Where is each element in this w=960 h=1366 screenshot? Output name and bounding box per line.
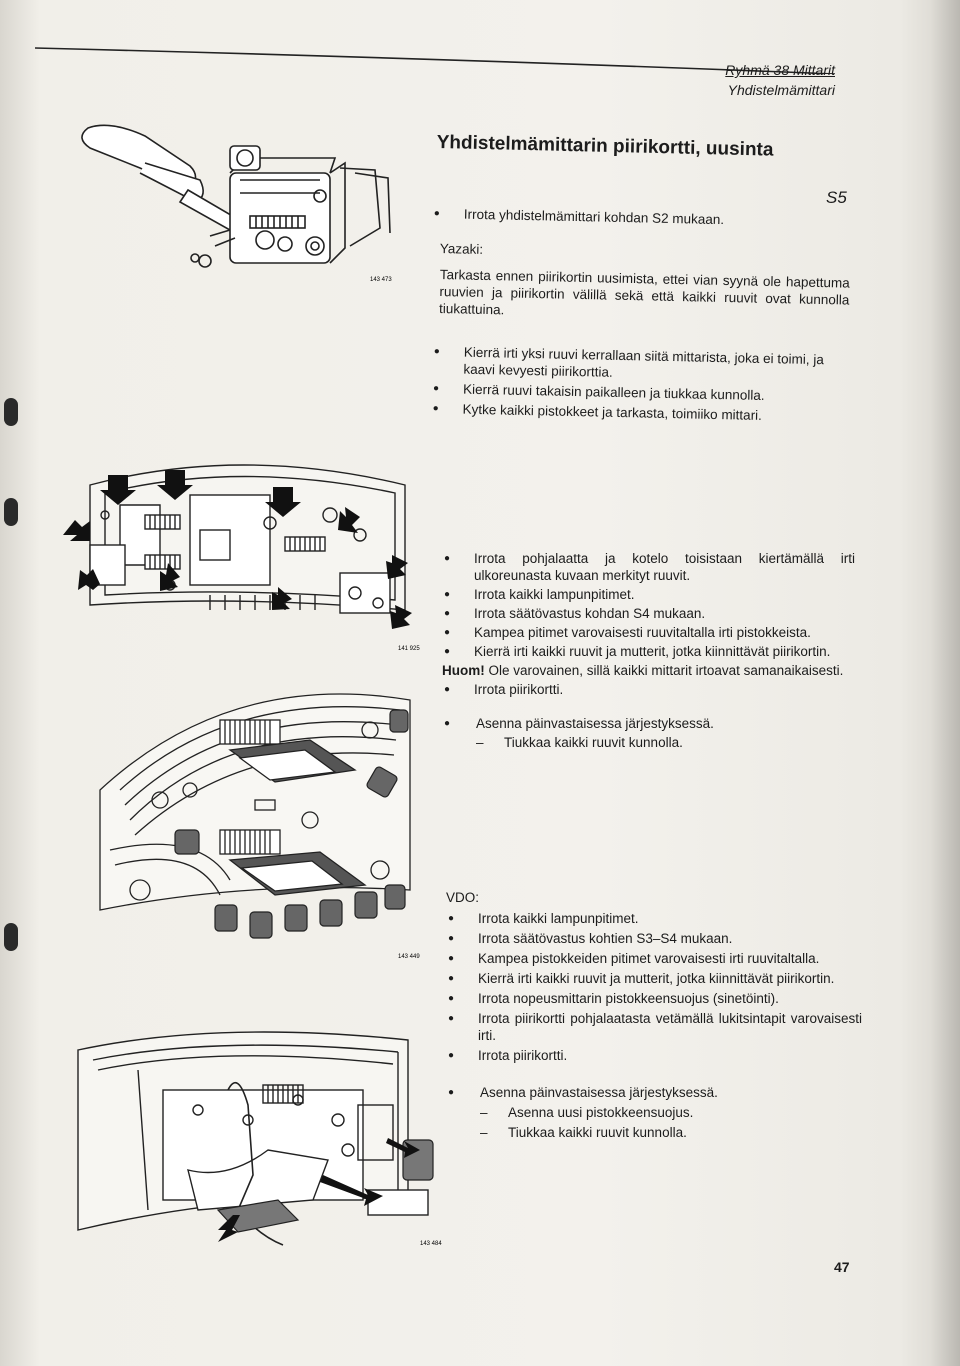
assemble-dash: – Asenna uusi pistokkeensuojus. [446,1104,862,1121]
assemble-item: ● Asenna päinvastaisessa järjestyksessä. [446,1084,862,1101]
list-item: ● Kierrä irti kaikki ruuvit ja mutterit, jotka kiinnittävät piirikortin. [446,970,862,987]
assemble-dash: – Tiukkaa kaikki ruuvit kunnolla. [442,734,855,751]
list-item: ● Irrota säätövastus kohdan S4 mukaan. [442,605,855,622]
punch-hole [4,398,18,426]
note-text: Ole varovainen, sillä kaikki mittarit irtoavat samanaikaisesti. [484,663,844,678]
header-rule [35,46,835,74]
figure-number: 143 484 [420,1241,442,1247]
vdo-label: VDO: [446,890,480,905]
list-item: ● Irrota kaikki lampunpitimet. [442,586,855,603]
figure-number: 143 449 [398,954,420,960]
assemble-item: ● Asenna päinvastaisessa järjestyksessä. [442,715,855,732]
list-item: ● Kierrä irti yksi ruuvi kerrallaan siitä mittarista, joka ei toimi, ja kaavi kevyesti piirikorttia. [431,343,852,386]
list-item: ● Kierrä ruuvi takaisin paikalleen ja tiukkaa kunnolla. [431,380,851,406]
list-item: ● Irrota piirikortti pohjalaatasta vetämällä lukitsintapit varovaisesti irti. [446,1010,862,1044]
list-item: ● Irrota piirikortti. [442,681,855,698]
note [442,662,855,679]
arrow-icon [63,520,90,541]
punch-hole [4,498,18,526]
list-item: ● Kytke kaikki pistokkeet ja tarkasta, toimiiko mittari. [430,400,850,426]
assemble-dash: – Tiukkaa kaikki ruuvit kunnolla. [446,1124,862,1141]
figure-number: 141 925 [398,646,420,652]
intro-bullet: ● Irrota yhdistelmämittari kohdan S2 mukaan. [432,205,864,231]
list-item: ● Irrota piirikortti. [446,1047,862,1064]
yazaki-paragraph: Tarkasta ennen piirikortin uusimista, ettei vian syynä ole hapettuma ruuvien ja piirikortin välillä sekä että kaikki ruuvit ovat kunnolla tiukattuina. [438,266,850,318]
list-item: ● Kampea pitimet varovaisesti ruuvitaltalla irti pistokkeista. [442,624,855,641]
header-group: Ryhmä 38 Mittarit [725,62,835,78]
page-edge-shadow [930,0,960,1366]
remove-list [442,550,855,751]
figure-vdo-instrument [68,1010,448,1250]
list-item: ● Irrota säätövastus kohtien S3–S4 mukaan. [446,930,862,947]
figure-number: 143 473 [370,277,392,283]
yazaki-label: Yazaki: [439,240,484,257]
list-item: ● Kampea pistokkeiden pitimet varovaisesti irti ruuvitaltalla. [446,950,862,967]
figure-circuit-board [80,680,420,970]
list-item: ● Kierrä irti kaikki ruuvit ja mutterit, jotka kiinnittävät piirikortin. [442,643,855,660]
header-section: Yhdistelmämittari [727,82,835,98]
list-item: ● Irrota pohjalaatta ja kotelo toisistaan kiertämällä irti ulkoreunasta kuvaan merkityt ruuvit. [442,550,855,584]
note-label: Huom! [442,663,485,678]
check-list [430,343,851,426]
figure-stalk-switch [70,118,400,288]
punch-hole [4,923,18,951]
list-item: ● Irrota nopeusmittarin pistokkeensuojus (sinetöinti). [446,990,862,1007]
list-item: ● Irrota kaikki lampunpitimet. [446,910,862,927]
vdo-section [446,889,862,1141]
page-title: Yhdistelmämittarin piirikortti, uusinta [436,132,774,161]
figure-instrument-back [60,445,420,655]
step-code: S5 [826,188,847,207]
page-number: 47 [834,1259,850,1275]
